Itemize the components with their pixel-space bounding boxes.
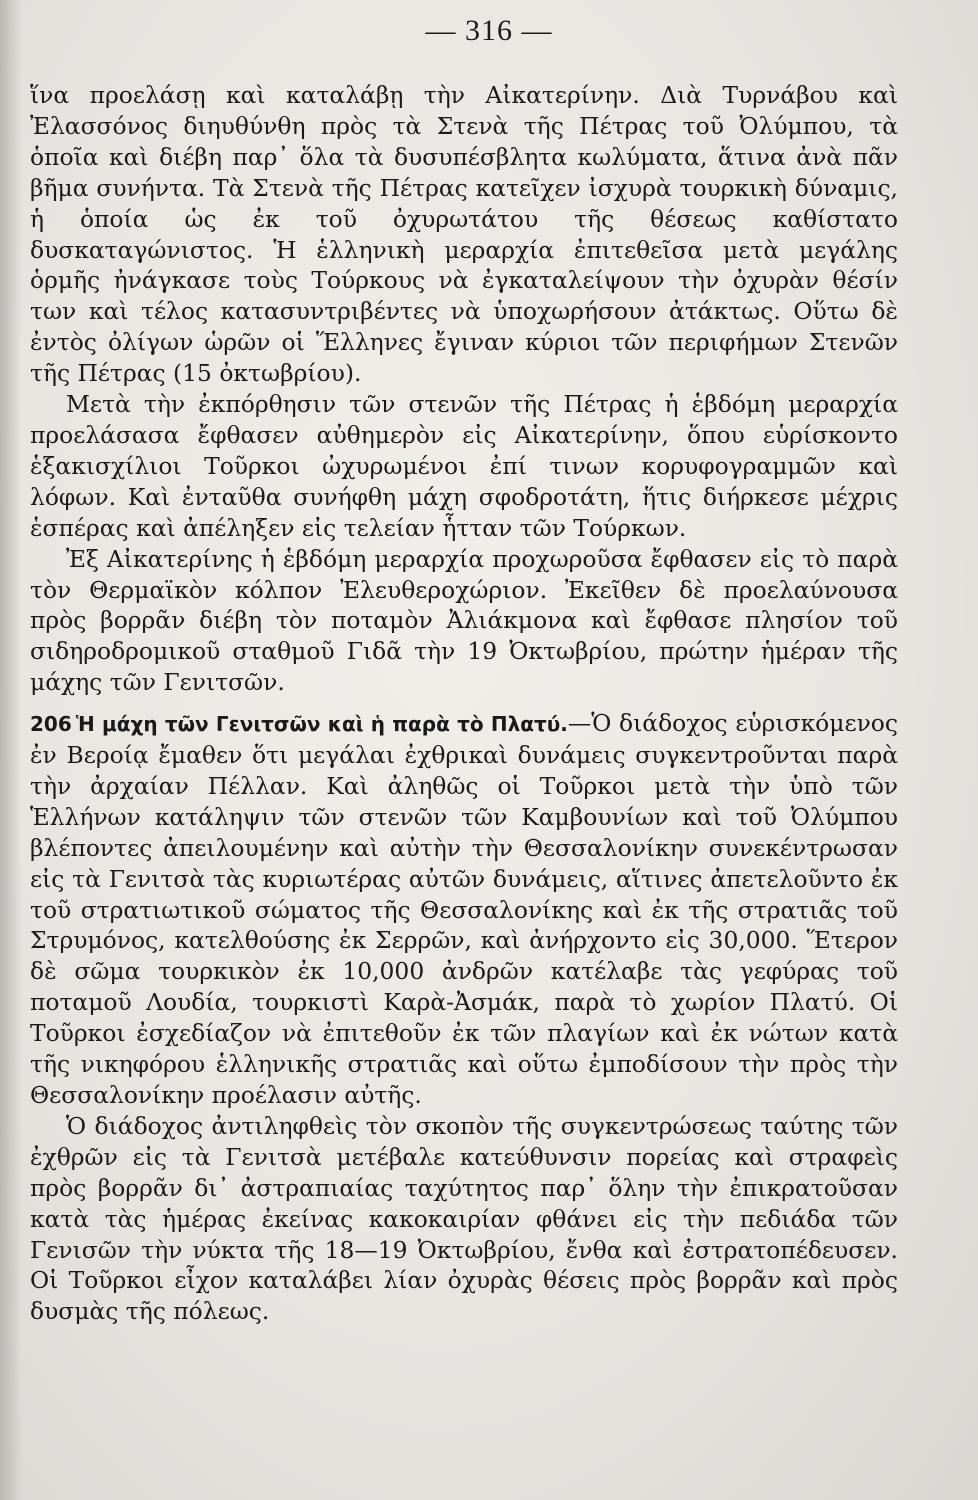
page-number: — 316 —: [425, 14, 553, 47]
paragraph-1: ἵνα προελάσῃ καὶ καταλάβῃ τὴν Αἰκατερίνην. Διὰ Τυρνάβου καὶ Ἐλασσόνος διηυθύνθη πρὸς τὰ Στενὰ τῆς Πέτρας τοῦ Ὀλύμπου, τὰ ὁποῖα καὶ διέβη παρ᾽ ὅλα τὰ δυσυπέσβλητα κωλύματα, ἅτινα ἀνὰ πᾶν βῆμα συνήντα. Τὰ Στενὰ τῆς Πέτρας κατεῖχεν ἰσχυρὰ τουρκικὴ δύναμις, ἡ ὁποία ὡς ἐκ τοῦ ὀχυρωτάτου τῆς θέσεως καθίστατο δυσκαταγώνιστος. Ἡ ἑλληνικὴ μεραρχία ἐπιτεθεῖσα μετὰ μεγάλης ὁρμῆς ἠνάγκασε τοὺς Τούρκους νὰ ἐγκαταλείψουν τὴν ὀχυρὰν θέσίν των καὶ τέλος κατασυντριβέντες νὰ ὑποχωρήσουν ἀτάκτως. Οὕτω δὲ ἐντὸς ὀλίγων ὡρῶν οἱ Ἕλληνες ἔγιναν κύριοι τῶν περιφήμων Στενῶν τῆς Πέτρας (15 ὀκτωβρίου).: [30, 81, 898, 388]
paragraph-2: Μετὰ τὴν ἐκπόρθησιν τῶν στενῶν τῆς Πέτρας ἡ ἑβδόμη μεραρχία προελάσασα ἔφθασεν αὐθημερὸν εἰς Αἰκατερίνην, ὅπου εὑρίσκοντο ἑξακισχίλιοι Τοῦρκοι ὠχυρωμένοι ἐπί τινων κορυφογραμμῶν καὶ λόφων. Καὶ ἐνταῦθα συνήφθη μάχη σφοδροτάτη, ἥτις διήρκεσε μέχρις ἑσπέρας καὶ ἀπέληξεν εἰς τελείαν ἧτταν τῶν Τούρκων.: [30, 390, 898, 542]
body-text: [30, 80, 898, 1327]
section-heading: Ἡ μάχη τῶν Γενιτσῶν καὶ ἡ παρὰ τὸ Πλατύ.: [75, 712, 568, 737]
closing-paragraph: Ὁ διάδοχος ἀντιληφθεὶς τὸν σκοπὸν τῆς συγκεντρώσεως ταύτης τῶν ἐχθρῶν εἰς τὰ Γενιτσὰ μετέβαλε κατεύθυνσιν πορείας καὶ στραφεὶς πρὸς βορρᾶν δι᾽ ἀστραπιαίας ταχύτητος παρ᾽ ὅλην τὴν ἐπικρατοῦσαν κατὰ τὰς ἡμέρας ἐκείνας κακοκαιρίαν φθάνει εἰς τὴν πεδιάδα τῶν Γενισῶν τὴν νύκτα τῆς 18—19 Ὀκτωβρίου, ἔνθα καὶ ἐστρατοπέδευσεν. Οἱ Τοῦρκοι εἶχον καταλάβει λίαν ὀχυρὰς θέσεις πρὸς βορρᾶν καὶ πρὸς δυσμὰς τῆς πόλεως.: [30, 1111, 898, 1326]
section-number: 206: [30, 712, 72, 737]
section-text: —Ὁ διάδοχος εὑρισκόμενος ἐν Βεροίᾳ ἔμαθεν ὅτι μεγάλαι ἐχθρικαὶ δυνάμεις συγκεντροῦνται παρὰ τὴν ἀρχαίαν Πέλλαν. Καὶ ἀληθῶς οἱ Τοῦρκοι μετὰ τὴν ὑπὸ τῶν Ἑλλήνων κατάληψιν τῶν στενῶν τῶν Καμβουνίων καὶ τοῦ Ὀλύμπου βλέποντες ἀπειλουμένην καὶ αὐτὴν τὴν Θεσσαλονίκην συνεκέντρωσαν εἰς τὰ Γενιτσὰ τὰς κυριωτέρας αὐτῶν δυνάμεις, αἵτινες ἀπετελοῦντο ἐκ τοῦ στρατιωτικοῦ σώματος τῆς Θεσσαλονίκης καὶ ἐκ τῆς στρατιᾶς τοῦ Στρυμόνος, κατελθούσης ἐκ Σερρῶν, καὶ ἀνήρχοντο εἰς 30,000. Ἕτερον δὲ σῶμα τουρκικὸν ἐκ 10,000 ἀνδρῶν κατέλαβε τὰς γεφύρας τοῦ ποταμοῦ Λουδία, τουρκιστὶ Καρὰ-Ἀσμάκ, παρὰ τὸ χωρίον Πλατύ. Οἱ Τοῦρκοι ἐσχεδίαζον νὰ ἐπιτεθοῦν ἐκ τῶν πλαγίων καὶ ἐκ νώτων κατὰ τῆς νικηφόρου ἑλληνικῆς στρατιᾶς καὶ οὕτω ἐμποδίσουν τὴν πρὸς τὴν Θεσσαλονίκην προέλασιν αὐτῆς.: [30, 709, 898, 1109]
section-206: [30, 708, 898, 1111]
paragraph-3: Ἐξ Αἰκατερίνης ἡ ἑβδόμη μεραρχία προχωροῦσα ἔφθασεν εἰς τὸ παρὰ τὸν Θερμαϊκὸν κόλπον Ἐλευθεροχώριον. Ἐκεῖθεν δὲ προελαύνουσα πρὸς βορρᾶν διέβη τὸν ποταμὸν Ἀλιάκμονα καὶ ἔφθασε πλησίον τοῦ σιδηροδρομικοῦ σταθμοῦ Γιδᾶ τὴν 19 Ὀκτωβρίου, πρώτην ἡμέραν τῆς μάχης τῶν Γενιτσῶν.: [30, 544, 898, 697]
page-edge-shadow: [0, 0, 22, 1500]
